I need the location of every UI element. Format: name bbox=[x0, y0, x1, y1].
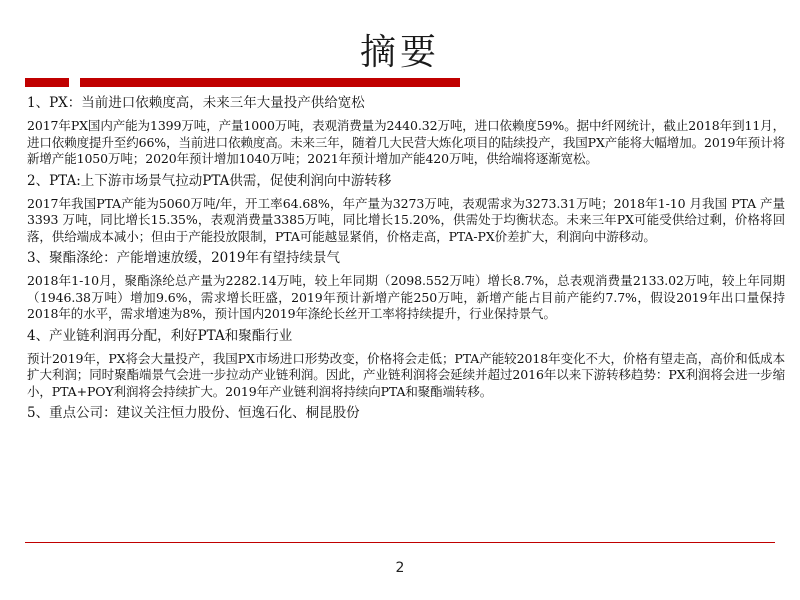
section-heading: 2、PTA:上下游市场景气拉动PTA供需，促使利润向中游转移 bbox=[27, 172, 392, 189]
section-heading: 3、聚酯涤纶：产能增速放缓，2019年有望持续景气 bbox=[27, 250, 340, 266]
summary-content bbox=[27, 94, 785, 428]
page-title: 摘要 bbox=[359, 32, 440, 73]
title-underline-right bbox=[80, 78, 460, 87]
section-heading: 1、PX：当前进口依赖度高，未来三年大量投产供给宽松 bbox=[27, 95, 365, 111]
section-profit bbox=[27, 327, 785, 401]
section-companies bbox=[27, 404, 785, 422]
section-heading: 5、重点公司：建议关注恒力股份、恒逸石化、桐昆股份 bbox=[27, 405, 360, 421]
section-body: 2017年我国PTA产能为5060万吨/年，开工率64.68%，年产量为3273万吨，表观需求为3273.31万吨；2018年1-10 月我国 PTA 产量 3393 万吨，同比增长15.35%，表观消费量3385万吨，同比增长15.20%，供需处于均衡状态。未来三年PX可能受供给过剩，价格将回落，供给端成本减小；但由于产能投放限制，PTA可能越显紧俏，价格走高，PTA-PX价差扩大，利润向中游移动。 bbox=[27, 195, 785, 244]
section-body: 2018年1-10月，聚酯涤纶总产量为2282.14万吨，较上年同期（2098.552万吨）增长8.7%，总表观消费量2133.02万吨，较上年同期（1946.38万吨）增加9.6%，需求增长旺盛，2019年预计新增产能250万吨，新增产能占目前产能约7.7%，假设2019年出口量保持2018年的水平，需求增速为8%，预计国内2019年涤纶长丝开工率将持续提升，行业保持景气。 bbox=[27, 273, 785, 321]
title-underline-left bbox=[25, 78, 69, 87]
section-pta bbox=[27, 172, 785, 246]
section-body: 2017年PX国内产能为1399万吨，产量1000万吨，表观消费量为2440.32万吨，进口依赖度59%。据中纤网统计，截止2018年到11月，进口依赖度提升至约66%，当前进口依赖度高。未来三年，随着几大民营大炼化项目的陆续投产，我国PX产能将大幅增加。2019年预计将新增产能1050万吨；2020年预计增加1040万吨；2021年预计增加产能420万吨，供给端将逐渐宽松。 bbox=[27, 118, 786, 166]
section-px bbox=[27, 94, 785, 168]
section-body: 预计2019年，PX将会大量投产，我国PX市场进口形势改变，价格将会走低；PTA产能较2018年变化不大，价格有望走高，高价和低成本扩大利润；同时聚酯端景气会进一步拉动产业链利润。因此，产业链利润将会延续并超过2016年以来下游转移趋势：PX利润将会进一步缩小，PTA+POY利润将会持续扩大。2019年产业链利润将持续向PTA和聚酯端转移。 bbox=[27, 350, 785, 399]
section-polyester bbox=[27, 249, 785, 323]
section-heading: 4、产业链利润再分配，利好PTA和聚酯行业 bbox=[27, 327, 293, 344]
footer-divider bbox=[25, 542, 775, 543]
page-number: 2 bbox=[395, 560, 405, 576]
